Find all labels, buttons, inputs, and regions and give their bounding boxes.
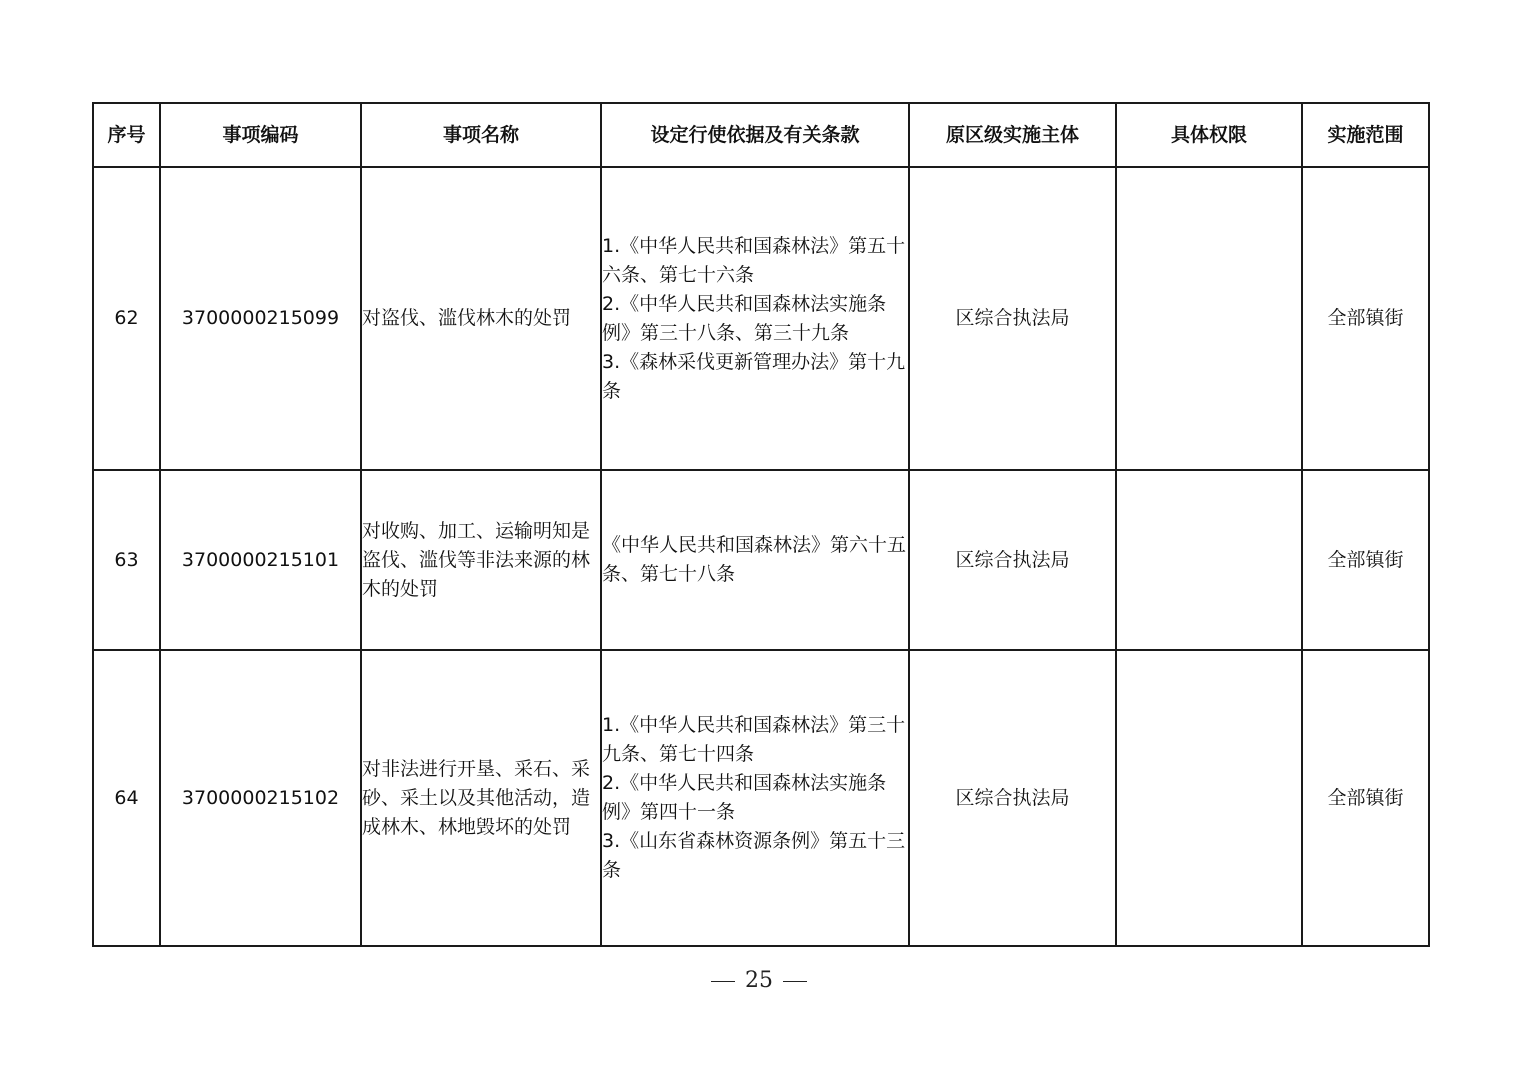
cell-code: 3700000215101 <box>160 470 361 650</box>
cell-code: 3700000215102 <box>160 650 361 946</box>
cell-scope: 全部镇街 <box>1302 650 1429 946</box>
page-number-dash-left <box>711 981 735 982</box>
basis-line: 1.《中华人民共和国森林法》第五十六条、第七十六条 <box>602 234 906 286</box>
authority-list-table <box>92 102 1430 947</box>
header-index: 序号 <box>93 103 160 167</box>
page-number-dash-right <box>783 981 807 982</box>
page-number-value: 25 <box>745 968 773 993</box>
table-header-row <box>93 103 1429 167</box>
cell-scope: 全部镇街 <box>1302 167 1429 470</box>
basis-line: 1.《中华人民共和国森林法》第三十九条、第七十四条 <box>602 714 906 765</box>
cell-basis <box>601 470 909 650</box>
basis-line: 3.《山东省森林资源条例》第五十三条 <box>602 830 906 881</box>
header-name: 事项名称 <box>361 103 601 167</box>
cell-code: 3700000215099 <box>160 167 361 470</box>
cell-authority <box>1116 650 1302 946</box>
cell-index: 62 <box>93 167 160 470</box>
cell-authority <box>1116 470 1302 650</box>
basis-line: 《中华人民共和国森林法》第六十五条、第七十八条 <box>602 534 907 585</box>
cell-basis <box>601 167 909 470</box>
table-row <box>93 650 1429 946</box>
cell-name: 对收购、加工、运输明知是盗伐、滥伐等非法来源的林木的处罚 <box>361 470 601 650</box>
basis-line: 3.《森林采伐更新管理办法》第十九条 <box>602 350 906 402</box>
cell-scope: 全部镇街 <box>1302 470 1429 650</box>
basis-line: 2.《中华人民共和国森林法实施条例》第三十八条、第三十九条 <box>602 292 887 344</box>
cell-index: 63 <box>93 470 160 650</box>
cell-basis <box>601 650 909 946</box>
header-basis: 设定行使依据及有关条款 <box>601 103 909 167</box>
header-scope: 实施范围 <box>1302 103 1429 167</box>
table-row <box>93 167 1429 470</box>
header-authority: 具体权限 <box>1116 103 1302 167</box>
header-subject: 原区级实施主体 <box>909 103 1116 167</box>
cell-subject: 区综合执法局 <box>909 167 1116 470</box>
cell-authority <box>1116 167 1302 470</box>
table-row <box>93 470 1429 650</box>
cell-subject: 区综合执法局 <box>909 470 1116 650</box>
cell-name: 对非法进行开垦、采石、采砂、采土以及其他活动，造成林木、林地毁坏的处罚 <box>361 650 601 946</box>
cell-index: 64 <box>93 650 160 946</box>
cell-subject: 区综合执法局 <box>909 650 1116 946</box>
page-number <box>0 968 1518 993</box>
header-code: 事项编码 <box>160 103 361 167</box>
basis-line: 2.《中华人民共和国森林法实施条例》第四十一条 <box>602 772 887 823</box>
cell-name: 对盗伐、滥伐林木的处罚 <box>361 167 601 470</box>
